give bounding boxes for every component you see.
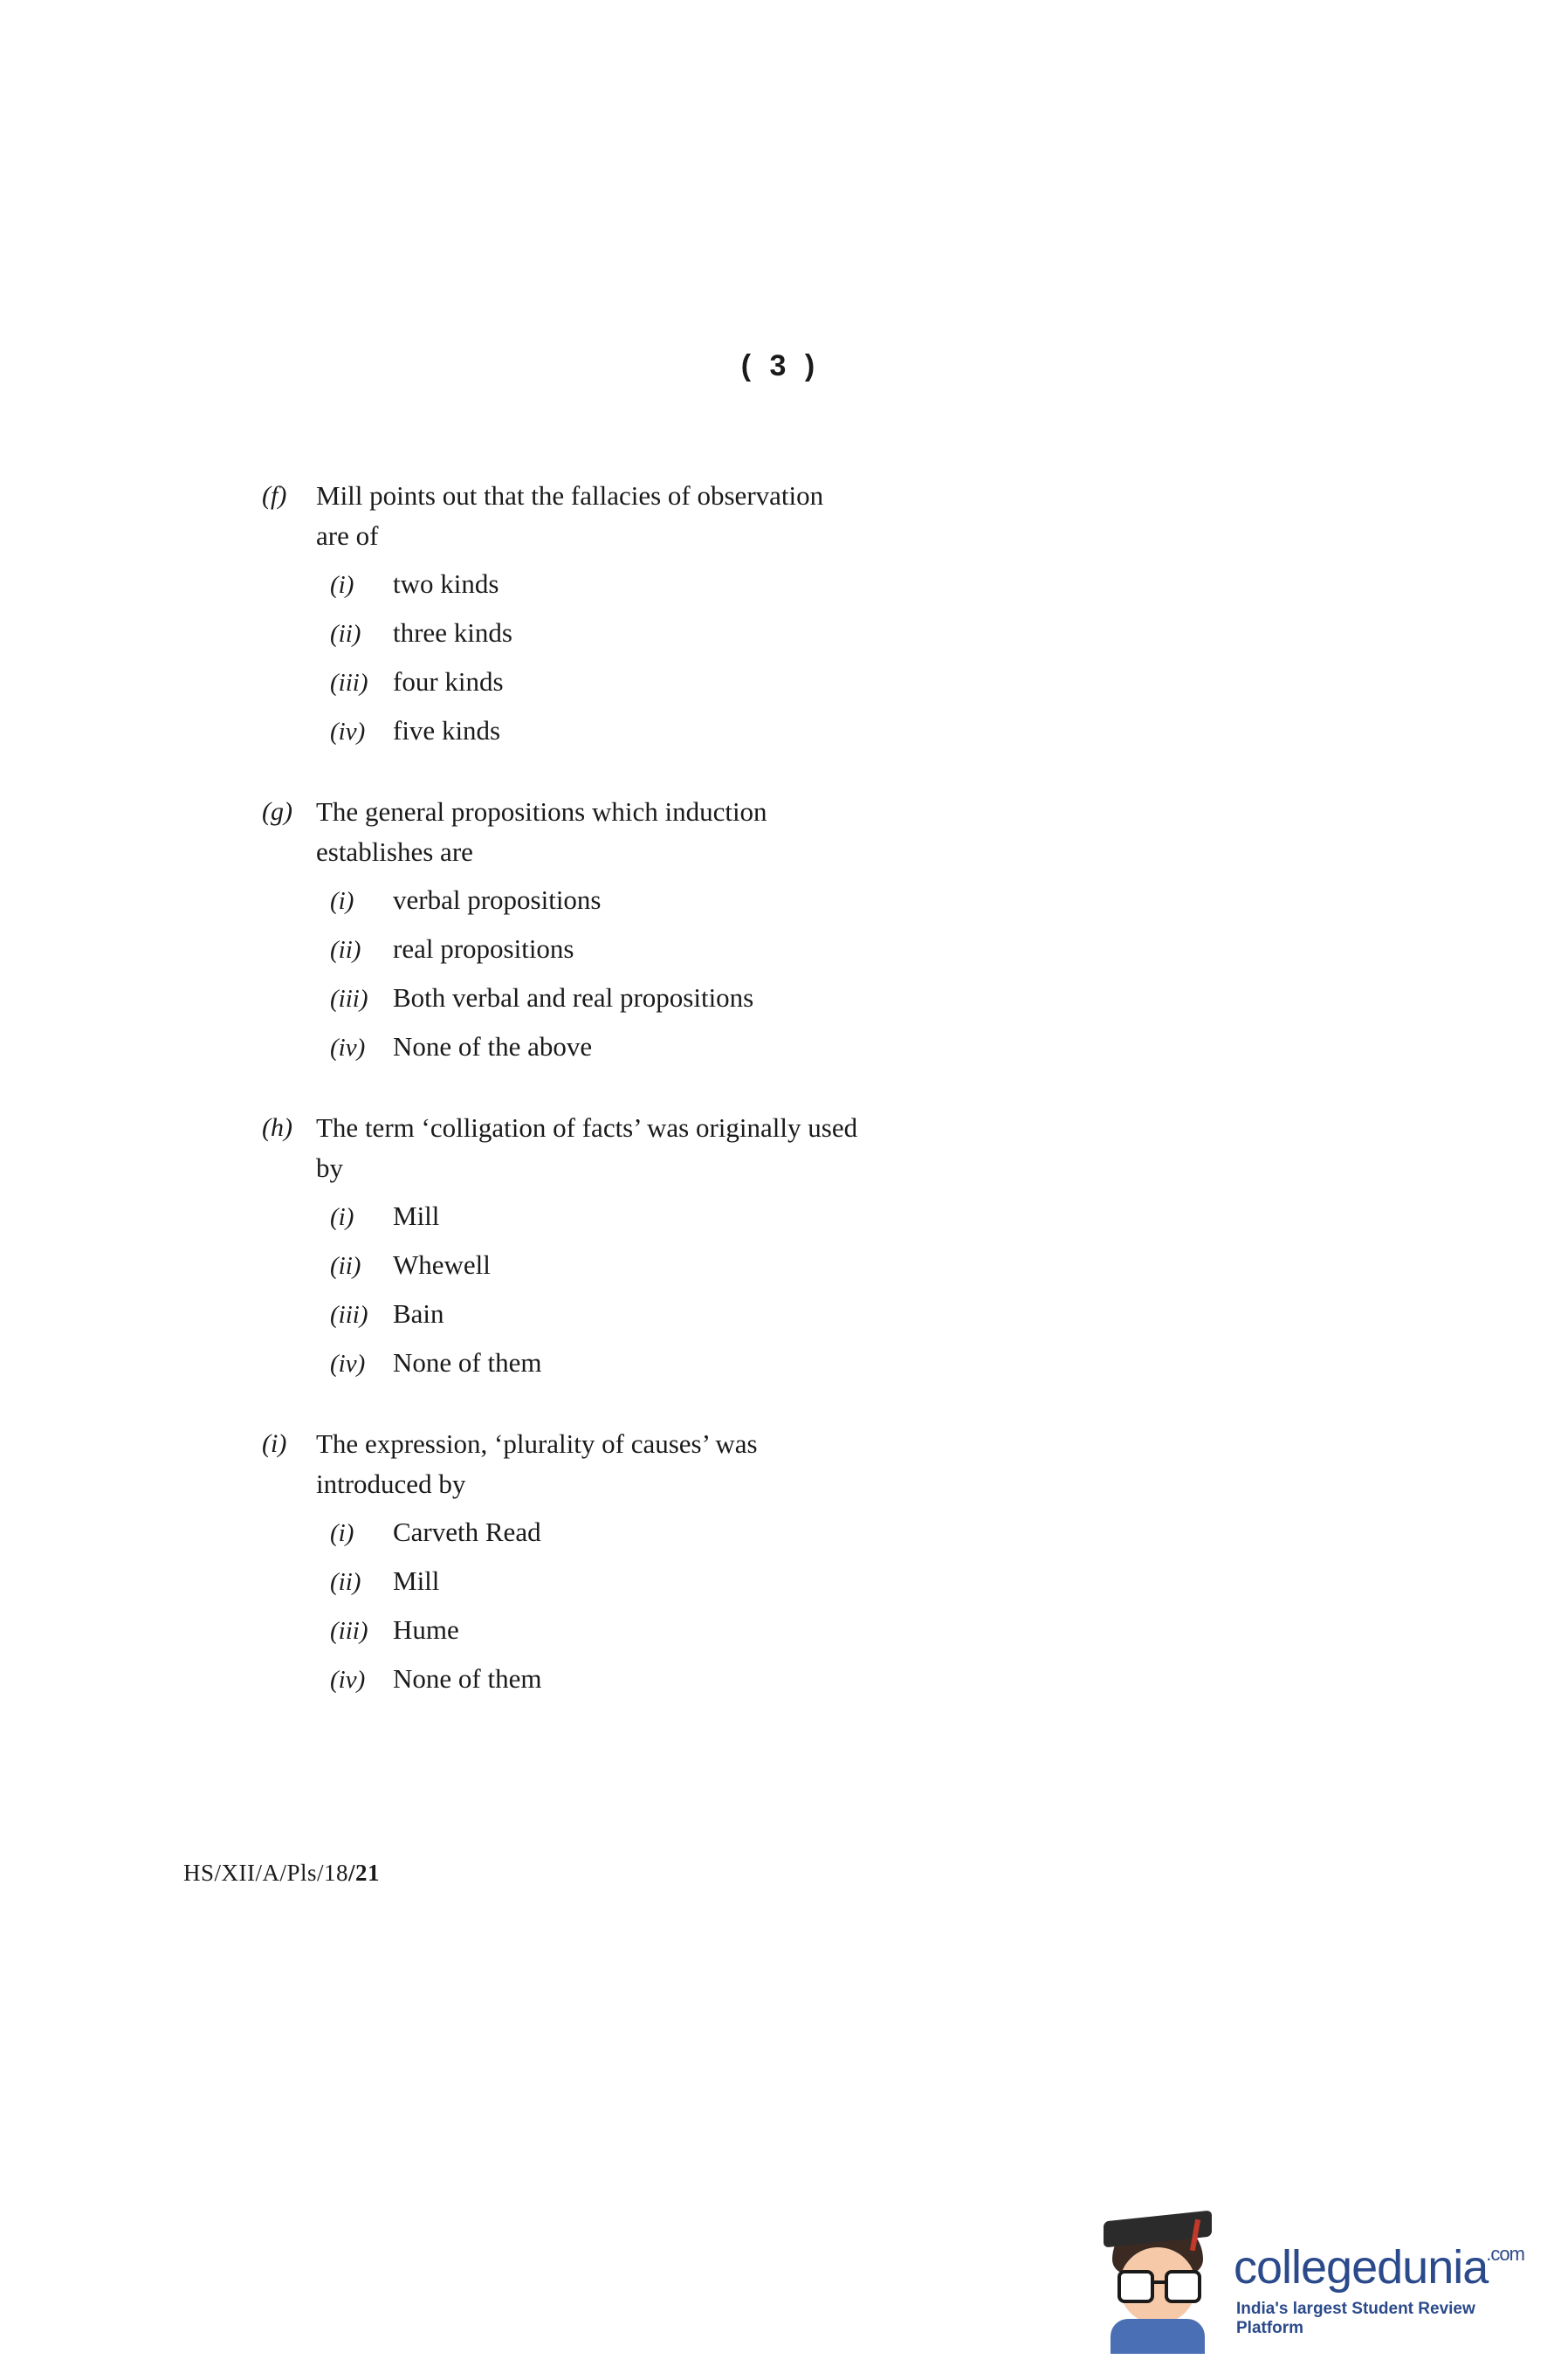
option-item[interactable] bbox=[330, 1249, 1135, 1281]
option-item[interactable] bbox=[330, 666, 1135, 698]
question-text bbox=[316, 1424, 1135, 1504]
question-item bbox=[262, 1424, 1135, 1695]
option-label: (iv) bbox=[330, 718, 366, 746]
option-item[interactable] bbox=[330, 933, 1135, 965]
question-label: (g) bbox=[262, 797, 292, 826]
question-text-line: The term ‘colligation of facts’ was originally used bbox=[316, 1112, 858, 1143]
option-item[interactable] bbox=[330, 982, 1135, 1014]
question-header bbox=[262, 1424, 1135, 1504]
question-text-lastline: are of bbox=[316, 520, 379, 551]
option-label: (iv) bbox=[330, 1666, 366, 1694]
question-text bbox=[316, 476, 1135, 556]
option-text: four kinds bbox=[393, 666, 504, 697]
option-label: (ii) bbox=[330, 936, 361, 964]
option-label: (iii) bbox=[330, 1617, 368, 1645]
option-item[interactable] bbox=[330, 1565, 1135, 1597]
watermark-brand-main: collegedunia bbox=[1234, 2241, 1489, 2294]
question-item bbox=[262, 792, 1135, 1063]
option-item[interactable] bbox=[330, 617, 1135, 649]
option-item[interactable] bbox=[330, 1517, 1135, 1548]
option-item[interactable] bbox=[330, 884, 1135, 916]
question-text-lastline: establishes are bbox=[316, 836, 473, 867]
option-label: (ii) bbox=[330, 1252, 361, 1280]
question-header bbox=[262, 1108, 1135, 1188]
option-label: (iii) bbox=[330, 669, 368, 697]
option-item[interactable] bbox=[330, 1663, 1135, 1695]
question-text-line: The expression, ‘plurality of causes’ was bbox=[316, 1428, 758, 1459]
option-text: Mill bbox=[393, 1200, 440, 1231]
option-text: Hume bbox=[393, 1614, 459, 1645]
option-item[interactable] bbox=[330, 1347, 1135, 1379]
option-list bbox=[262, 1200, 1135, 1379]
collegedunia-watermark bbox=[1072, 2207, 1526, 2356]
option-item[interactable] bbox=[330, 715, 1135, 746]
watermark-tagline: India's largest Student Review Platform bbox=[1236, 2300, 1475, 2337]
question-text-line: Mill points out that the fallacies of observation bbox=[316, 480, 824, 511]
option-label: (i) bbox=[330, 887, 354, 915]
option-label: (i) bbox=[330, 1203, 354, 1231]
option-text: Both verbal and real propositions bbox=[393, 982, 754, 1013]
option-text: Bain bbox=[393, 1298, 444, 1329]
question-text-lastline: by bbox=[316, 1152, 343, 1183]
option-label: (i) bbox=[330, 571, 354, 599]
footer-code-prefix: HS/XII/A/Pls/18 bbox=[183, 1860, 349, 1886]
watermark-brand-suffix: .com bbox=[1486, 2243, 1524, 2265]
option-text: Whewell bbox=[393, 1249, 491, 1280]
question-label: (h) bbox=[262, 1113, 292, 1142]
option-text: None of them bbox=[393, 1663, 542, 1694]
option-item[interactable] bbox=[330, 1200, 1135, 1232]
option-label: (iv) bbox=[330, 1350, 366, 1378]
question-text-line: The general propositions which induction bbox=[316, 796, 767, 827]
glasses-lens-right bbox=[1165, 2270, 1201, 2303]
option-item[interactable] bbox=[330, 1298, 1135, 1330]
option-list bbox=[262, 1517, 1135, 1695]
option-text: two kinds bbox=[393, 568, 499, 599]
question-header bbox=[262, 476, 1135, 556]
option-item[interactable] bbox=[330, 568, 1135, 600]
watermark-brand bbox=[1234, 2240, 1526, 2294]
option-text: five kinds bbox=[393, 715, 501, 746]
question-label: (f) bbox=[262, 481, 287, 510]
glasses-bridge bbox=[1151, 2280, 1165, 2284]
footer-code-suffix: /21 bbox=[348, 1860, 381, 1886]
option-list bbox=[262, 884, 1135, 1063]
question-header bbox=[262, 792, 1135, 872]
glasses-lens-left bbox=[1117, 2270, 1154, 2303]
option-label: (ii) bbox=[330, 620, 361, 648]
option-text: verbal propositions bbox=[393, 884, 602, 915]
question-text-lastline: introduced by bbox=[316, 1469, 466, 1499]
option-text: Carveth Read bbox=[393, 1517, 541, 1547]
question-item bbox=[262, 476, 1135, 746]
question-text bbox=[316, 1108, 1135, 1188]
option-text: None of them bbox=[393, 1347, 542, 1378]
glasses-icon bbox=[1116, 2270, 1200, 2296]
option-label: (iii) bbox=[330, 1301, 368, 1329]
avatar-body bbox=[1111, 2319, 1205, 2354]
option-text: three kinds bbox=[393, 617, 512, 648]
option-item[interactable] bbox=[330, 1614, 1135, 1646]
option-text: None of the above bbox=[393, 1031, 593, 1062]
footer-paper-code bbox=[183, 1860, 380, 1887]
option-item[interactable] bbox=[330, 1031, 1135, 1063]
option-label: (i) bbox=[330, 1519, 354, 1547]
option-text: Mill bbox=[393, 1565, 440, 1596]
question-text bbox=[316, 792, 1135, 872]
option-label: (iii) bbox=[330, 985, 368, 1013]
option-label: (iv) bbox=[330, 1034, 366, 1062]
option-text: real propositions bbox=[393, 933, 574, 964]
graduate-avatar-icon bbox=[1098, 2216, 1221, 2347]
question-list bbox=[262, 476, 1135, 1740]
question-label: (i) bbox=[262, 1429, 287, 1458]
question-item bbox=[262, 1108, 1135, 1379]
option-label: (ii) bbox=[330, 1568, 361, 1596]
option-list bbox=[262, 568, 1135, 746]
page-number: ( 3 ) bbox=[740, 349, 821, 382]
